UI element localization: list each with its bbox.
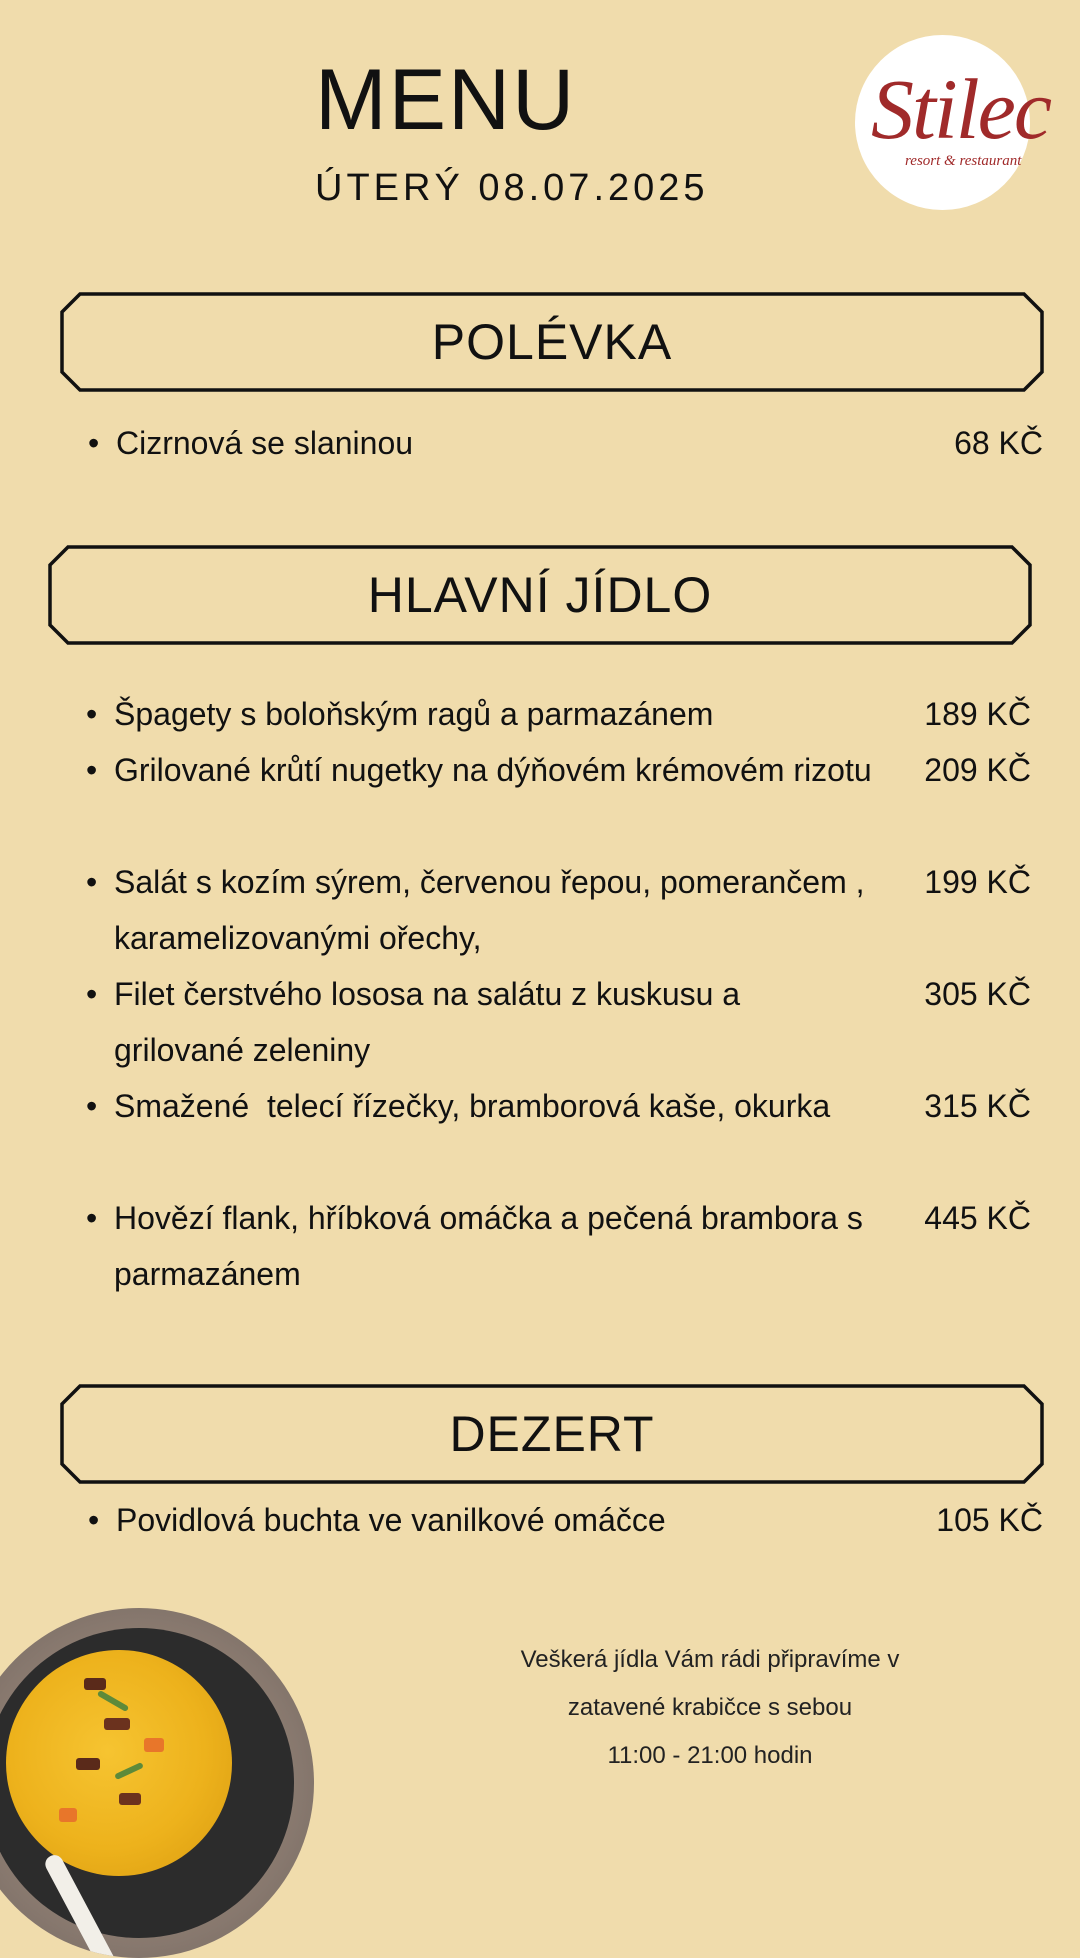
dish-name: Cizrnová se slaninou <box>116 425 414 461</box>
dish-price: 209 KČ <box>924 752 1031 788</box>
footer-line-1: Veškerá jídla Vám rádi připravíme v <box>520 1646 900 1673</box>
dish-price: 105 KČ <box>936 1502 1043 1538</box>
risotto <box>6 1650 232 1876</box>
dish-name: Salát s kozím sýrem, červenou řepou, pomerančem , karamelizovanými ořechy, <box>114 864 865 956</box>
dish-name: Grilované krůtí nugetky na dýňovém krémovém rizotu <box>114 752 872 788</box>
dish-price: 445 KČ <box>924 1200 1031 1236</box>
list-item <box>86 686 1031 742</box>
dish-name: Filet čerstvého lososa na salátu z kuskusu a grilované zeleniny <box>114 976 741 1068</box>
logo-brand: Stilec <box>871 61 1051 157</box>
dish-price: 199 KČ <box>924 864 1031 900</box>
bullet: • <box>86 864 98 900</box>
restaurant-logo <box>855 35 1051 210</box>
bullet: • <box>88 1502 100 1538</box>
risotto-photo <box>0 1608 314 1958</box>
dish-price: 315 KČ <box>924 1088 1031 1124</box>
dish-name: Hovězí flank, hříbková omáčka a pečená brambora s parmazánem <box>114 1200 863 1292</box>
section-heading-dessert <box>60 1384 1044 1484</box>
logo-subtitle: resort & restaurant <box>905 153 1022 169</box>
list-item <box>88 1492 1043 1548</box>
bullet: • <box>86 1200 98 1236</box>
list-item <box>86 742 1031 854</box>
topping <box>104 1718 130 1730</box>
list-item <box>86 966 1031 1078</box>
list-item <box>86 854 1031 966</box>
section-heading-soup <box>60 292 1044 392</box>
bullet: • <box>86 1088 98 1124</box>
footer-line-2: zatavené krabičce s sebou <box>567 1694 853 1721</box>
dish-price: 305 KČ <box>924 976 1031 1012</box>
list-item <box>86 1190 1031 1302</box>
dish-name: Povidlová buchta ve vanilkové omáčce <box>116 1502 666 1538</box>
bullet: • <box>86 696 98 732</box>
menu-title: MENU <box>315 52 577 148</box>
opening-hours: 11:00 - 21:00 hodin <box>607 1742 813 1769</box>
dish-name: Smažené telecí řízečky, bramborová kaše, okurka <box>114 1088 831 1124</box>
dish-price: 68 KČ <box>954 425 1043 461</box>
section-title-main: HLAVNÍ JÍDLO <box>367 567 713 623</box>
dish-name: Špagety s boloňským ragů a parmazánem <box>114 696 714 732</box>
topping <box>84 1678 106 1690</box>
dish-price: 189 KČ <box>924 696 1031 732</box>
list-item <box>86 1078 1031 1190</box>
list-item <box>88 415 1043 471</box>
topping <box>119 1793 141 1805</box>
bullet: • <box>86 976 98 1012</box>
topping <box>144 1738 164 1752</box>
section-title-dessert: DEZERT <box>449 1406 655 1462</box>
bullet: • <box>86 752 98 788</box>
menu-date: ÚTERÝ 08.07.2025 <box>315 167 709 209</box>
section-heading-main <box>48 545 1032 645</box>
topping <box>76 1758 100 1770</box>
section-title-soup: POLÉVKA <box>431 314 673 370</box>
bullet: • <box>88 425 100 461</box>
topping <box>59 1808 77 1822</box>
